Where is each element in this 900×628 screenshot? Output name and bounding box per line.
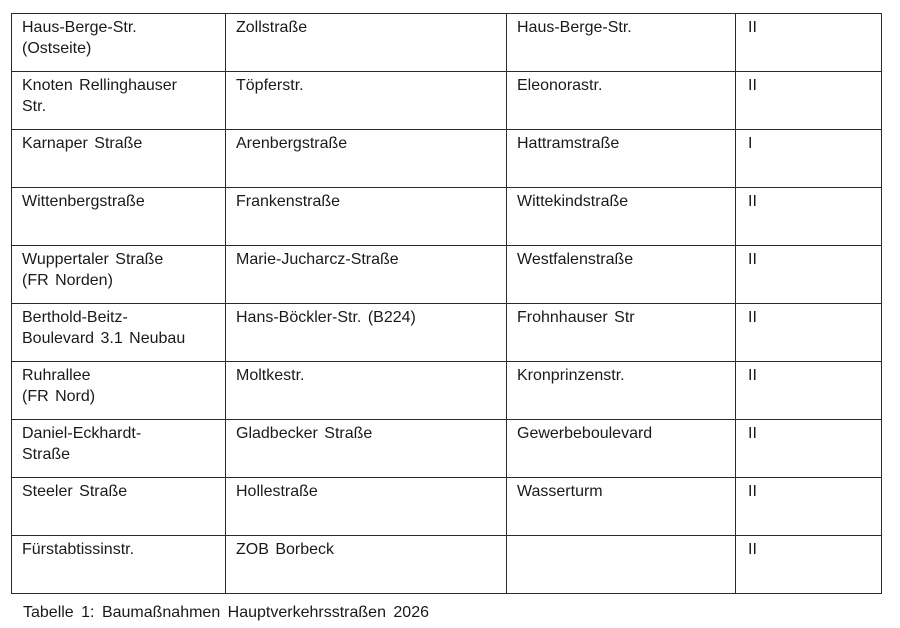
table-container — [11, 13, 882, 594]
cell-from: Marie-Jucharcz-Straße — [226, 246, 507, 304]
cell-to: Eleonorastr. — [507, 72, 736, 130]
table-row — [12, 188, 882, 246]
cell-category: II — [736, 304, 882, 362]
cell-to: Hattramstraße — [507, 130, 736, 188]
cell-category: II — [736, 14, 882, 72]
cell-to: Westfalenstraße — [507, 246, 736, 304]
cell-from: Frankenstraße — [226, 188, 507, 246]
cell-category: II — [736, 188, 882, 246]
cell-street: Knoten Rellinghauser Str. — [12, 72, 226, 130]
cell-to: Wasserturm — [507, 478, 736, 536]
cell-category: II — [736, 536, 882, 594]
cell-category: II — [736, 362, 882, 420]
table-row — [12, 72, 882, 130]
cell-to: Haus-Berge-Str. — [507, 14, 736, 72]
cell-from: Hans-Böckler-Str. (B224) — [226, 304, 507, 362]
cell-street: Wittenbergstraße — [12, 188, 226, 246]
table-row — [12, 246, 882, 304]
table-body — [12, 14, 882, 594]
cell-to: Frohnhauser Str — [507, 304, 736, 362]
cell-from: Zollstraße — [226, 14, 507, 72]
cell-street: Daniel-Eckhardt- Straße — [12, 420, 226, 478]
cell-from: Moltkestr. — [226, 362, 507, 420]
cell-from: Arenbergstraße — [226, 130, 507, 188]
table-row — [12, 304, 882, 362]
cell-to — [507, 536, 736, 594]
table-row — [12, 14, 882, 72]
table-row — [12, 478, 882, 536]
construction-table — [11, 13, 882, 594]
cell-to: Wittekindstraße — [507, 188, 736, 246]
cell-from: Gladbecker Straße — [226, 420, 507, 478]
cell-from: Hollestraße — [226, 478, 507, 536]
cell-to: Gewerbeboulevard — [507, 420, 736, 478]
cell-street: Fürstabtissinstr. — [12, 536, 226, 594]
cell-category: I — [736, 130, 882, 188]
table-caption: Tabelle 1: Baumaßnahmen Hauptverkehrsstraßen 2026 — [23, 604, 429, 621]
cell-street: Haus-Berge-Str. (Ostseite) — [12, 14, 226, 72]
cell-street: Karnaper Straße — [12, 130, 226, 188]
cell-from: Töpferstr. — [226, 72, 507, 130]
cell-category: II — [736, 478, 882, 536]
cell-street: Berthold-Beitz- Boulevard 3.1 Neubau — [12, 304, 226, 362]
cell-street: Ruhrallee (FR Nord) — [12, 362, 226, 420]
table-row — [12, 536, 882, 594]
cell-to: Kronprinzenstr. — [507, 362, 736, 420]
cell-category: II — [736, 72, 882, 130]
table-row — [12, 130, 882, 188]
cell-category: II — [736, 246, 882, 304]
table-row — [12, 362, 882, 420]
table-row — [12, 420, 882, 478]
cell-from: ZOB Borbeck — [226, 536, 507, 594]
cell-street: Steeler Straße — [12, 478, 226, 536]
cell-category: II — [736, 420, 882, 478]
cell-street: Wuppertaler Straße (FR Norden) — [12, 246, 226, 304]
